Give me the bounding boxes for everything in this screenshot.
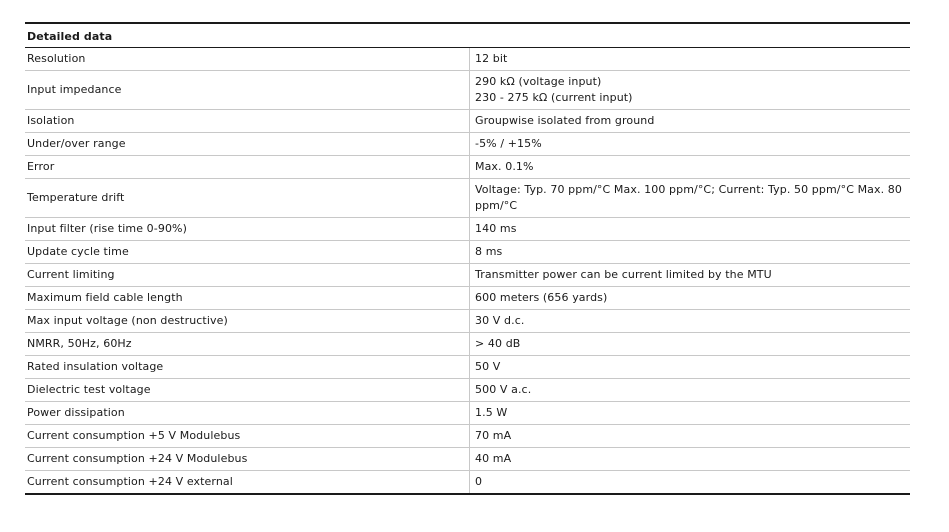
- table-row: [25, 156, 910, 179]
- table-row: [25, 48, 910, 71]
- table-row: [25, 71, 910, 110]
- row-label: Maximum field cable length: [25, 287, 470, 310]
- table-row: [25, 379, 910, 402]
- row-value: > 40 dB: [470, 333, 911, 356]
- table-row: [25, 179, 910, 218]
- row-value: -5% / +15%: [470, 133, 911, 156]
- row-value: [470, 71, 911, 110]
- table-row: [25, 110, 910, 133]
- row-label: Input impedance: [25, 71, 470, 110]
- row-label: Current consumption +24 V Modulebus: [25, 448, 470, 471]
- row-value: 0: [470, 471, 911, 495]
- row-label: NMRR, 50Hz, 60Hz: [25, 333, 470, 356]
- row-label: Resolution: [25, 48, 470, 71]
- row-label: Rated insulation voltage: [25, 356, 470, 379]
- row-label: Temperature drift: [25, 179, 470, 218]
- row-label: Under/over range: [25, 133, 470, 156]
- row-value-line: 230 - 275 kΩ (current input): [475, 91, 633, 104]
- row-value-line: 290 kΩ (voltage input): [475, 75, 602, 88]
- detailed-data-table: [25, 22, 910, 495]
- table-row: [25, 425, 910, 448]
- row-value: 50 V: [470, 356, 911, 379]
- row-value: 70 mA: [470, 425, 911, 448]
- row-value: 30 V d.c.: [470, 310, 911, 333]
- row-value: Groupwise isolated from ground: [470, 110, 911, 133]
- row-value: Max. 0.1%: [470, 156, 911, 179]
- table-row: [25, 241, 910, 264]
- row-label: Max input voltage (non destructive): [25, 310, 470, 333]
- table-row: [25, 448, 910, 471]
- table-row: [25, 264, 910, 287]
- row-label: Current consumption +24 V external: [27, 475, 233, 488]
- row-label: Dielectric test voltage: [25, 379, 470, 402]
- row-value: 1.5 W: [470, 402, 911, 425]
- table-row: [25, 402, 910, 425]
- row-value: 600 meters (656 yards): [470, 287, 911, 310]
- table-row: [25, 133, 910, 156]
- table-title: Detailed data: [25, 23, 910, 48]
- row-value: 500 V a.c.: [470, 379, 911, 402]
- row-label: Update cycle time: [25, 241, 470, 264]
- row-value: Transmitter power can be current limited by the MTU: [470, 264, 911, 287]
- row-label: Current consumption +5 V Modulebus: [25, 425, 470, 448]
- row-label: Current limiting: [25, 264, 470, 287]
- row-value: 8 ms: [470, 241, 911, 264]
- row-value: 40 mA: [470, 448, 911, 471]
- table-row: [25, 287, 910, 310]
- table-row: [25, 356, 910, 379]
- row-value: 140 ms: [470, 218, 911, 241]
- table-header-row: [25, 23, 910, 48]
- row-label: Input filter (rise time 0-90%): [25, 218, 470, 241]
- row-label: Error: [25, 156, 470, 179]
- table-row: [25, 333, 910, 356]
- row-value: 12 bit: [470, 48, 911, 71]
- row-value: Voltage: Typ. 70 ppm/°C Max. 100 ppm/°C; Current: Typ. 50 ppm/°C Max. 80 ppm/°C: [470, 179, 911, 218]
- row-label: Isolation: [25, 110, 470, 133]
- table-row: [25, 218, 910, 241]
- table-row: [25, 310, 910, 333]
- row-label: Power dissipation: [25, 402, 470, 425]
- detailed-data-section: [25, 22, 910, 495]
- table-row: [25, 471, 910, 495]
